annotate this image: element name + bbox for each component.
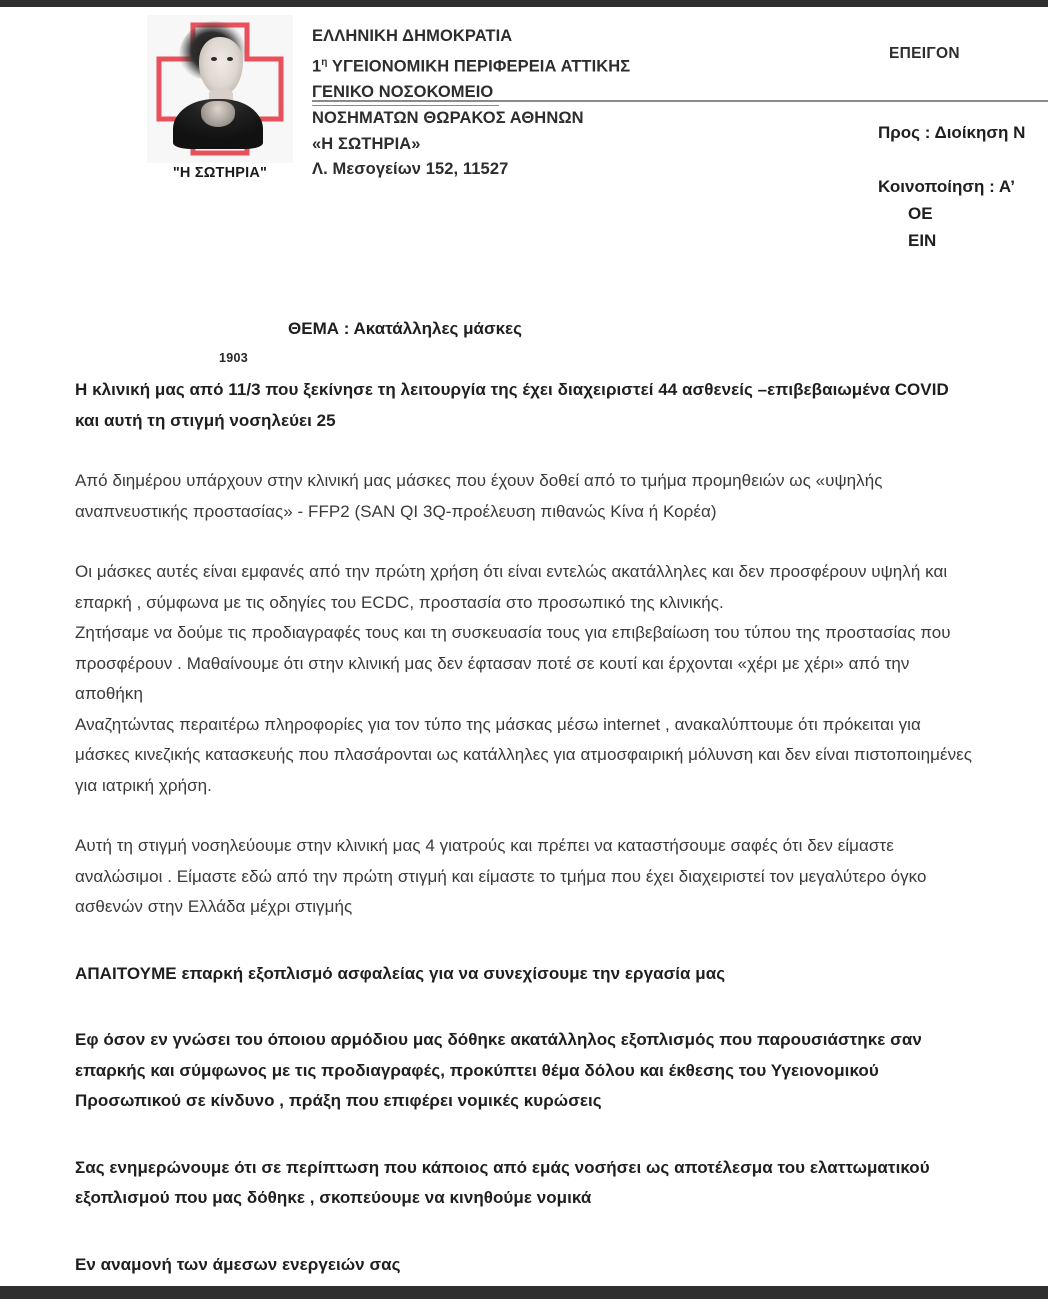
org-line-general-hospital: ΓΕΝΙΚΟ ΝΟΣΟΚΟΜΕΙΟ (312, 80, 499, 107)
logo-caption: "Η ΣΩΤΗΡΙΑ" (172, 165, 268, 181)
letterhead (0, 7, 1048, 277)
org-line-general-hospital-wrap (312, 80, 872, 107)
header-divider-rule (312, 100, 1048, 102)
recipient-to-line: Προς : Διοίκηση Ν (878, 123, 1026, 142)
paragraph-specs: Ζητήσαμε να δούμε τις προδιαγραφές τους και τη συσκευασία τους για επιβεβαίωση του τύπου της προστασίας που προσφέρουν . Μαθαίνουμε ότι στην κλινική μας δεν έφτασαν ποτέ σε κουτί και έρχονται «χέρι με χέρι» από την αποθήκη (75, 623, 951, 703)
paragraph-staff: Αυτή τη στιγμή νοσηλεύουμε στην κλινική μας 4 γιατρούς και πρέπει να καταστήσουμε σαφές ότι δεν είμαστε αναλώσιμοι . Είμαστε εδώ από την πρώτη στιγμή και είμαστε το τμήμα που έχει διαχειριστεί τον μεγαλύτερο όγκο ασθενών στην Ελλάδα μέχρι στιγμής (75, 836, 927, 916)
portrait-illustration (171, 21, 267, 149)
paragraph-research: Αναζητώντας περαιτέρω πληροφορίες για τον τύπο της μάσκας μέσω internet , ανακαλύπτουμε ότι πρόκειται για μάσκες κινεζικής κατασκευής που πλασάρονται ως κατάλληλες για ατμοσφαιρική μόλυνση και δεν είναι πιστοποιημένες για ιατρική χρήση. (75, 714, 973, 795)
organization-block (312, 24, 872, 183)
org-line-health-region-prefix: 1 (312, 57, 322, 75)
recipient-cc-line: Κοινοποίηση : Α’ (878, 177, 1015, 196)
paragraph-demand: ΑΠΑΙΤΟΥΜΕ επαρκή εξοπλισμό ασφαλείας για να συνεχίσουμε την εργασία μας (75, 963, 726, 983)
org-line-health-region-superscript: η (321, 56, 328, 68)
logo-emblem-frame (147, 15, 293, 163)
paragraph-unsuitable: Οι μάσκες αυτές είναι εμφανές από την πρώτη χρήση ότι είναι εντελώς ακατάλληλες και δεν προσφέρουν υψηλή και επαρκή , σύμφωνα με τις οδηγίες του ECDC, προστασία στο προσωπικό της κλινικής. (75, 562, 948, 612)
urgent-label: ΕΠΕΙΓΟΝ (889, 45, 960, 62)
org-line-sotiria: «Η ΣΩΤΗΡΙΑ» (312, 134, 421, 153)
recipients-block (878, 119, 1048, 254)
paragraph-intro: Η κλινική μας από 11/3 που ξεκίνησε τη λειτουργία της έχει διαχειριστεί 44 ασθενείς –επιβεβαιωμένα COVID και αυτή τη στιγμή νοσηλεύει 25 (75, 380, 949, 430)
document-page (0, 7, 1048, 1286)
recipient-cc-extra-1: ΟΕ (908, 204, 933, 223)
org-line-health-region-rest: ΥΓΕΙΟΝΟΜΙΚΗ ΠΕΡΙΦΕΡΕΙΑ ΑΤΤΙΚΗΣ (327, 57, 631, 75)
protocol-number: 1903 (219, 351, 249, 365)
document-body (75, 375, 975, 1280)
org-line-republic: ΕΛΛΗΝΙΚΗ ΔΗΜΟΚΡΑΤΙΑ (312, 27, 513, 45)
org-line-thorax-diseases: ΝΟΣΗΜΑΤΩΝ ΘΩΡΑΚΟΣ ΑΘΗΝΩΝ (312, 109, 584, 127)
letterbox-top-bar (0, 0, 1048, 7)
paragraph-closing: Εν αναμονή των άμεσων ενεργειών σας (75, 1254, 401, 1274)
paragraph-supply: Από διημέρου υπάρχουν στην κλινική μας μάσκες που έχουν δοθεί από το τμήμα προμηθειών ως «υψηλής αναπνευστικής προστασίας» - FFP2 (SAN QI 3Q-προέλευση πιθανώς Κίνα ή Κορέα) (75, 471, 883, 521)
org-line-health-region (312, 50, 872, 80)
recipient-cc-extra-2: ΕΙΝ (908, 231, 937, 250)
paragraph-notice: Σας ενημερώνουμε ότι σε περίπτωση που κάποιος από εμάς νοσήσει ως αποτέλεσμα του ελαττωματικού εξοπλισμού που μας δόθηκε , σκοπεύουμε να κινηθούμε νομικά (75, 1157, 930, 1207)
subject-line: ΘΕΜΑ : Ακατάλληλες μάσκες (288, 319, 522, 338)
letterbox-bottom-bar (0, 1286, 1048, 1299)
org-line-address: Λ. Μεσογείων 152, 11527 (312, 160, 509, 178)
hospital-logo (147, 15, 293, 187)
paragraph-legal: Εφ όσον εν γνώσει του όποιου αρμόδιου μας δόθηκε ακατάλληλος εξοπλισμός που παρουσιάστηκε σαν επαρκής και σύμφωνος με τις προδιαγραφές, προκύπτει θέμα δόλου και έκθεσης του Υγειονομικού Προσωπικού σε κίνδυνο , πράξη που επιφέρει νομικές κυρώσεις (75, 1030, 922, 1110)
